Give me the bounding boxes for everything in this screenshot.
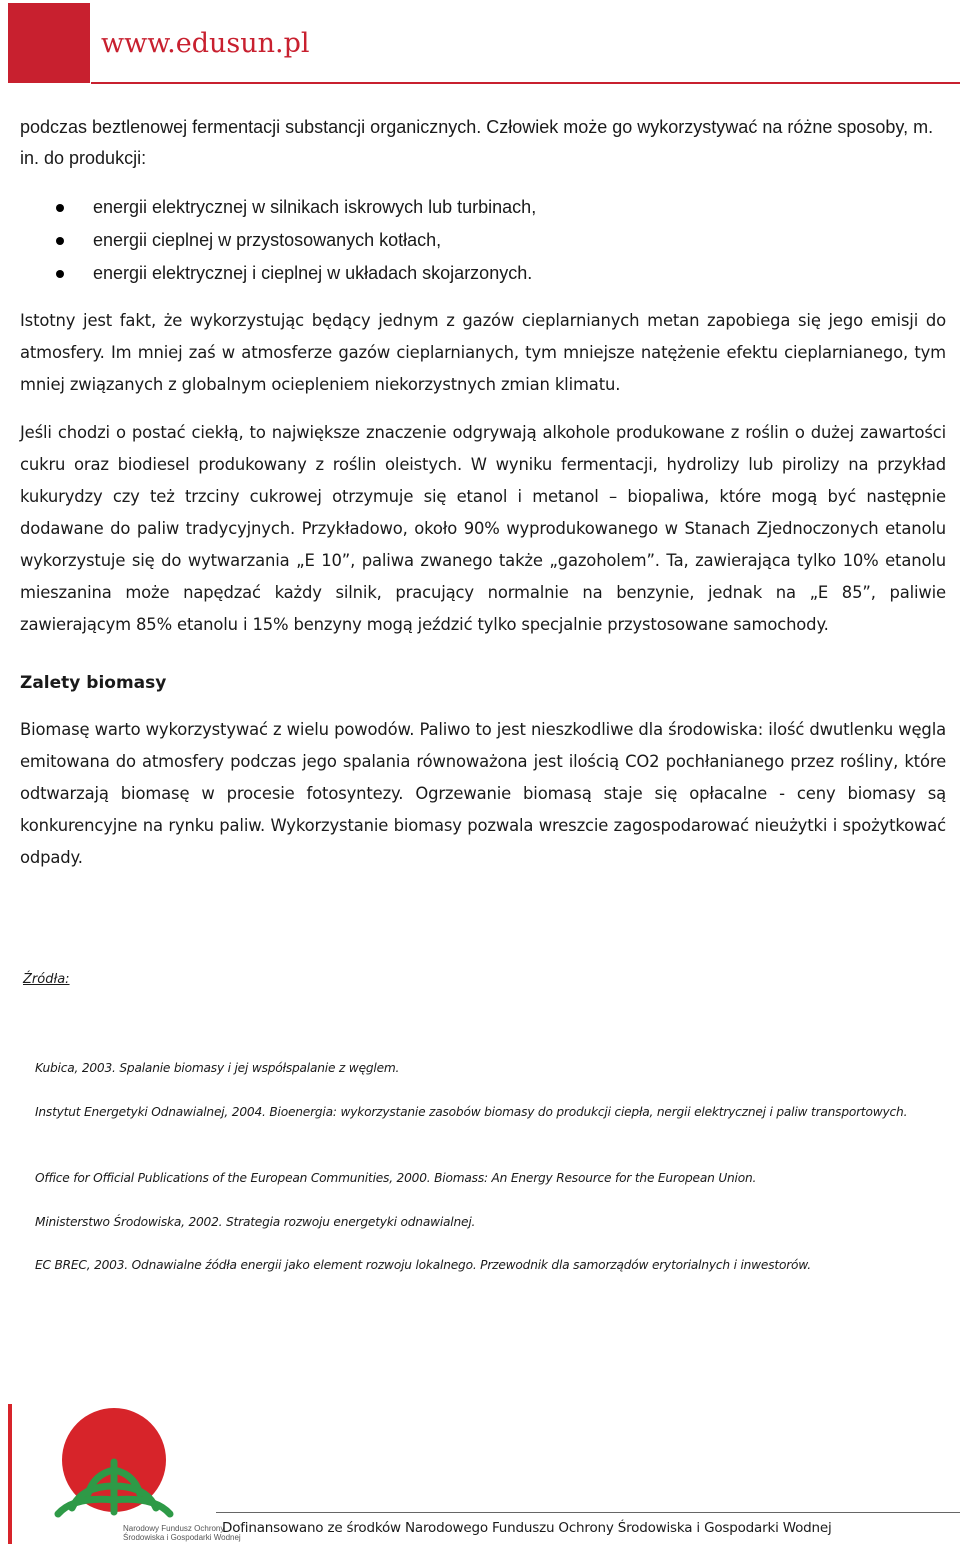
list-item [56, 257, 946, 290]
list-item-text: energii cieplnej w przystosowanych kotłach, [93, 230, 442, 250]
funding-notice: Dofinansowano ze środków Narodowego Funduszu Ochrony Środowiska i Gospodarki Wodnej [222, 1520, 832, 1536]
source-item: Ministerstwo Środowiska, 2002. Strategia rozwoju energetyki odnawialnej. [35, 1215, 476, 1229]
energy-uses-list [56, 191, 946, 290]
logo-left-rule [8, 1404, 12, 1544]
page-header [0, 0, 960, 90]
site-url[interactable]: www.edusun.pl [101, 28, 310, 59]
footer-divider [216, 1512, 960, 1513]
list-item-text: energii elektrycznej i cieplnej w układach skojarzonych. [93, 263, 533, 283]
logo-caption-line2: Środowiska i Gospodarki Wodnej [123, 1533, 241, 1542]
list-item-text: energii elektrycznej w silnikach iskrowych lub turbinach, [93, 197, 537, 217]
intro-paragraph: podczas beztlenowej fermentacji substancji organicznych. Człowiek może go wykorzystywać na różne sposoby, m. in. do produkcji: [20, 117, 934, 168]
section-heading: Zalety biomasy [20, 673, 167, 693]
sources-title: Źródła: [23, 972, 70, 987]
source-item: Instytut Energetyki Odnawialnej, 2004. Bioenergia: wykorzystanie zasobów biomasy do produkcji ciepła, nergii elektrycznej i paliw transportowych. [35, 1105, 908, 1119]
logo-caption-line1: Narodowy Fundusz Ochrony [123, 1524, 225, 1533]
source-item: EC BREC, 2003. Odnawialne źódła energii jako element rozwoju lokalnego. Przewodnik dla samorządów erytorialnych i inwestorów. [35, 1258, 811, 1272]
list-item [56, 191, 946, 224]
header-red-block [8, 3, 90, 83]
nfosigw-logo [8, 1404, 241, 1544]
source-item: Kubica, 2003. Spalanie biomasy i jej współspalanie z węglem. [35, 1061, 400, 1075]
bullet-icon [56, 270, 64, 278]
source-item: Office for Official Publications of the European Communities, 2000. Biomass: An Energy Resource for the European Union. [35, 1171, 757, 1185]
bullet-icon [56, 237, 64, 245]
document-body [20, 112, 946, 874]
list-item [56, 224, 946, 257]
methane-paragraph: Istotny jest fakt, że wykorzystując będący jednym z gazów cieplarnianych metan zapobiega się jego emisji do atmosfery. Im mniej zaś w atmosferze gazów cieplarnianych, tym mniejsze natężenie efektu cieplarnianego, tym mniej związanych z globalnym ociepleniem niekorzystnych zmian klimatu. [20, 311, 946, 394]
bullet-icon [56, 204, 64, 212]
header-divider [91, 82, 960, 84]
advantages-paragraph: Biomasę warto wykorzystywać z wielu powodów. Paliwo to jest nieszkodliwe dla środowiska: ilość dwutlenku węgla emitowana do atmosfery podczas jego spalania równoważona jest ilością CO2 pochłanianego przez rośliny, które odtwarzają biomasę w procesie fotosyntezy. Ogrzewanie biomasą staje się opłacalne - ceny biomasy są konkurencyjne na rynku paliw. Wykorzystanie biomasy pozwala wreszcie zagospodarować nieużytki i spożytkować odpady. [20, 720, 946, 867]
liquid-biofuel-paragraph: Jeśli chodzi o postać ciekłą, to największe znaczenie odgrywają alkohole produkowane z roślin o dużej zawartości cukru oraz biodiesel produkowany z roślin oleistych. W wyniku fermentacji, hydrolizy lub pirolizy na przykład kukurydzy czy też trzciny cukrowej otrzymuje się etanol i metanol – biopaliwa, które mogą być następnie dodawane do paliw tradycyjnych. Przykładowo, około 90% wyprodukowanego w Stanach Zjednoczonych etanolu wykorzystuje się do wytwarzania „E 10”, paliwa zwanego także „gazoholem”. Ta, zawierająca tylko 10% etanolu mieszanina może napędzać każdy silnik, pracujący normalnie na benzynie, jednak na „E 85”, paliwie zawierającym 85% etanolu i 15% benzyny mogą jeździć tylko specjalnie przystosowane samochody. [20, 423, 946, 634]
logo-graphic [8, 1404, 218, 1544]
